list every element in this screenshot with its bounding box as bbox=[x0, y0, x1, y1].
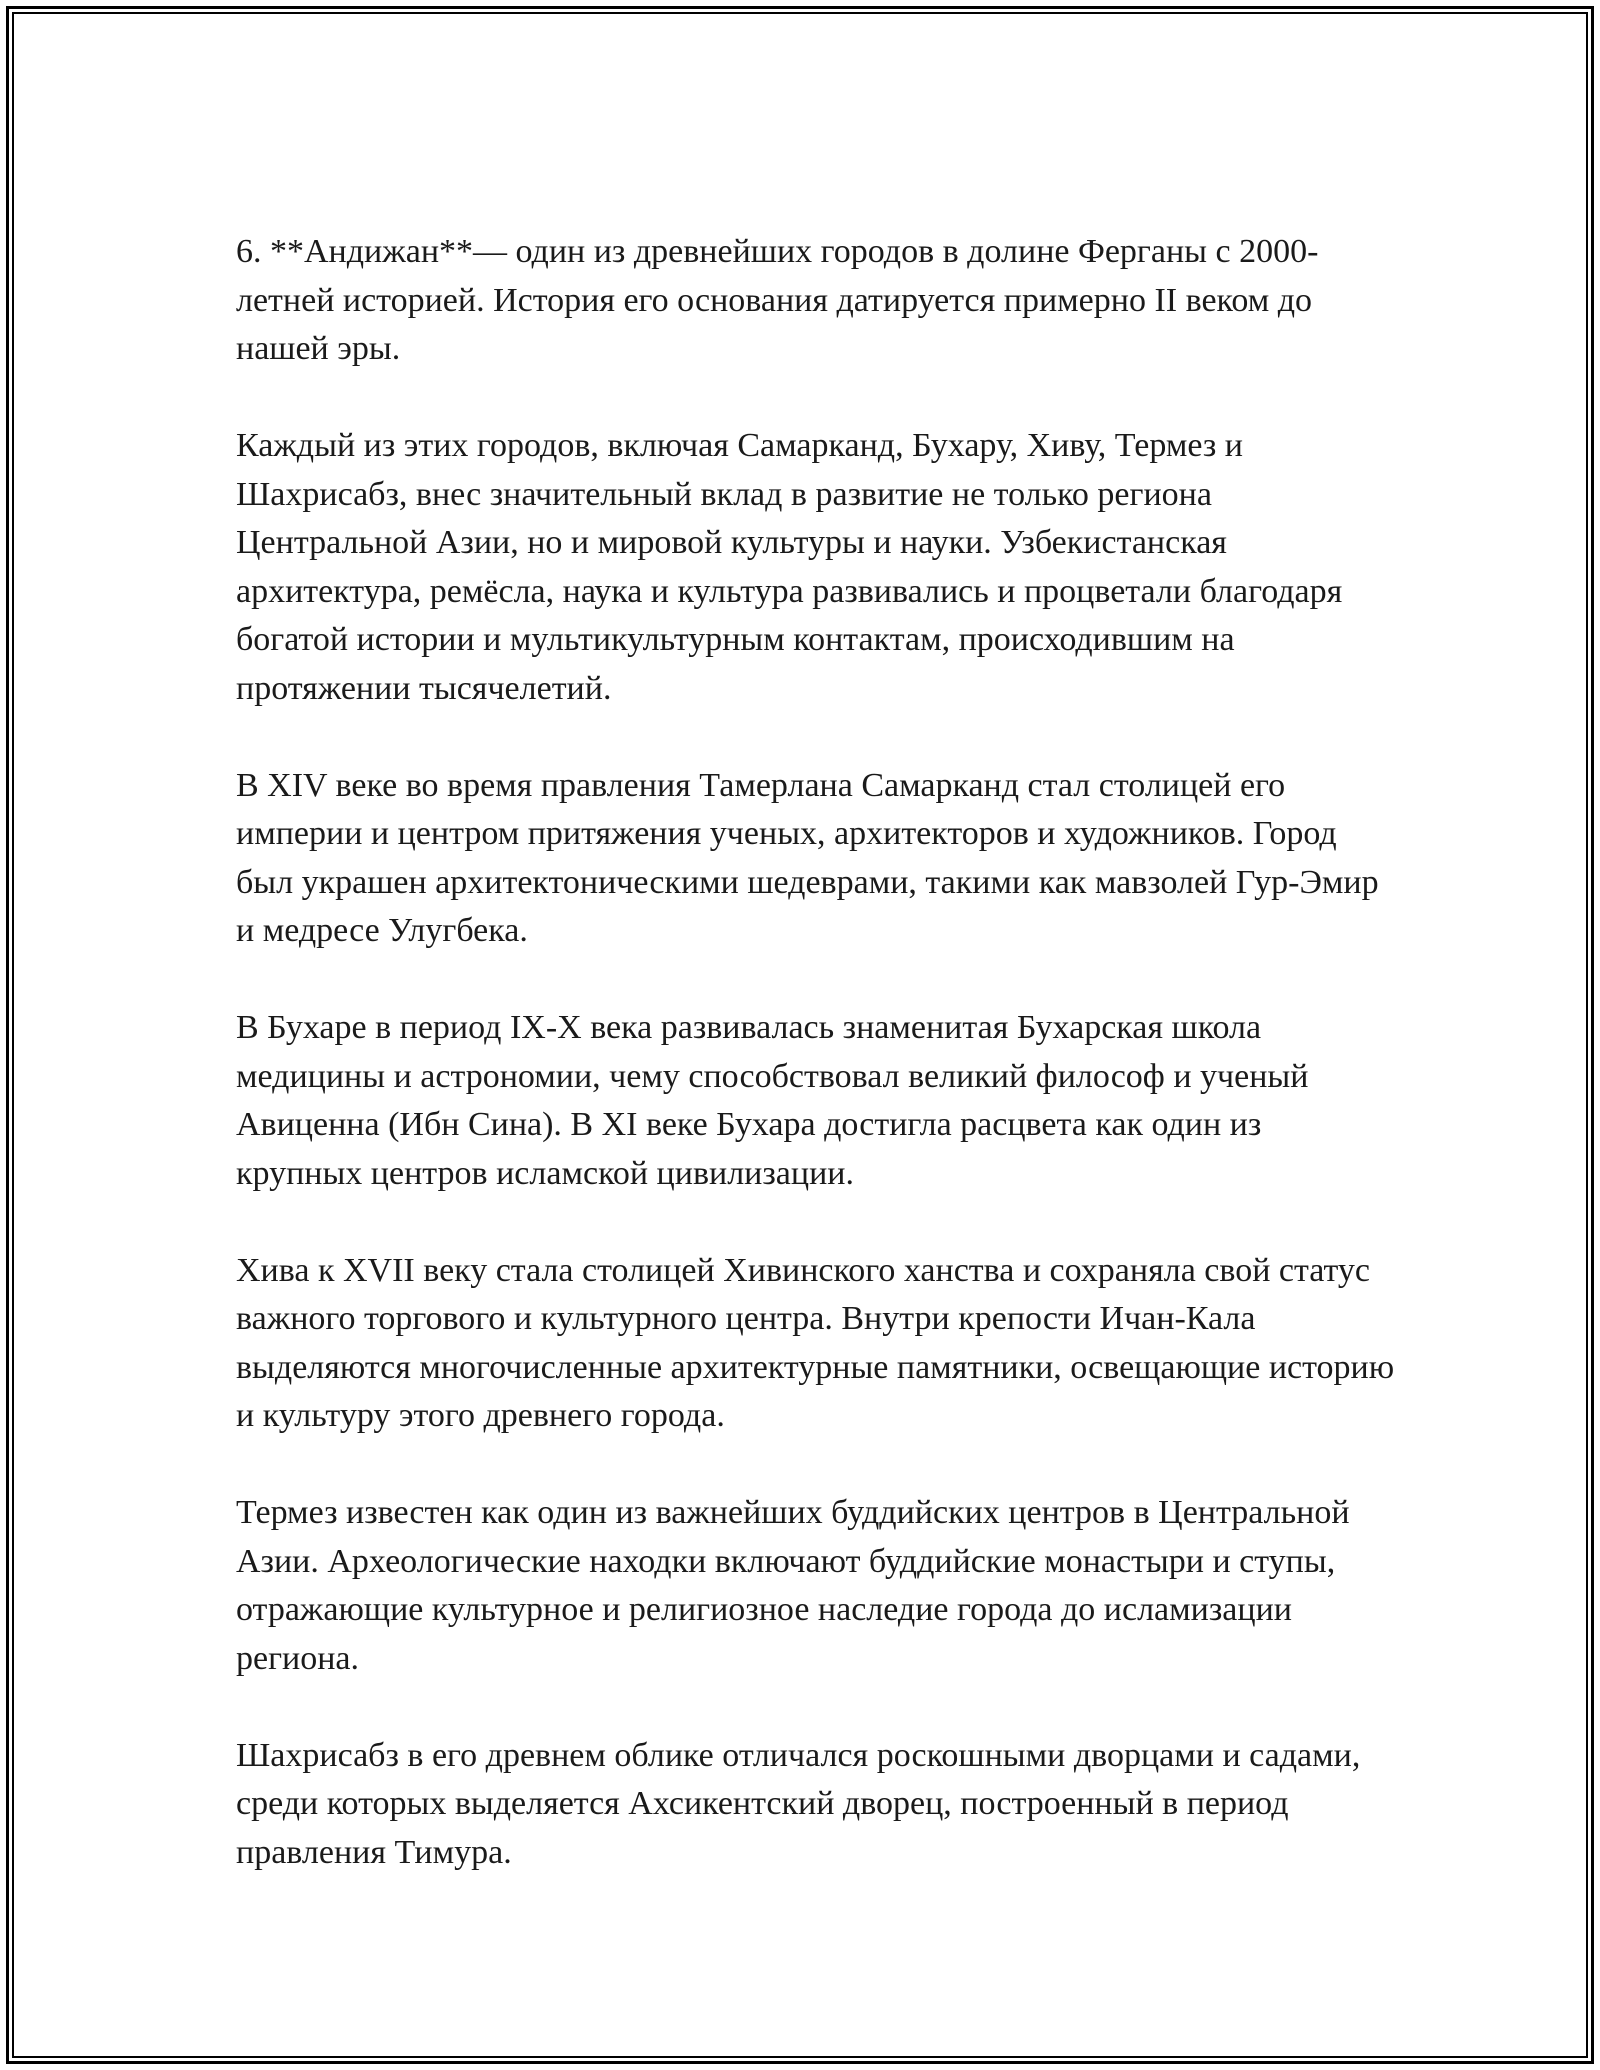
paragraph-khiva: Хива к XVII веку стала столицей Хивинского ханства и сохраняла свой статус важного торгового и культурного центра. Внутри крепости Ичан-Кала выделяются многочисленные архитектурные памятники, освещающие историю и культуру этого древнего города. bbox=[236, 1251, 1395, 1434]
paragraph-cities-overview: Каждый из этих городов, включая Самарканд, Бухару, Хиву, Термез и Шахрисабз, внес значительный вклад в развитие не только региона Центральной Азии, но и мировой культуры и науки. Узбекистанская архитектура, ремёсла, наука и культура развивались и процветали благодаря богатой истории и мультикультурным контактам, происходившим на протяжении тысячелетий. bbox=[236, 427, 1343, 707]
paragraph-samarkand: В XIV веке во время правления Тамерлана Самарканд стал столицей его империи и центром притяжения ученых, архитекторов и художников. Город был украшен архитектоническими шедеврами, такими как мавзолей Гур-Эмир и медресе Улугбека. bbox=[236, 766, 1379, 949]
paragraph-andijan: 6. **Андижан**— один из древнейших городов в долине Ферганы с 2000-летней историей. История его основания датируется примерно II веком до нашей эры. bbox=[236, 233, 1319, 367]
paragraph-termez: Термез известен как один из важнейших буддийских центров в Центральной Азии. Археологические находки включают буддийские монастыри и ступы, отражающие культурное и религиозное наследие города до исламизации региона. bbox=[236, 1494, 1350, 1677]
paragraph-shahrisabz: Шахрисабз в его древнем облике отличался роскошными дворцами и садами, среди которых выделяется Ахсикентский дворец, построенный в период правления Тимура. bbox=[236, 1736, 1361, 1871]
paragraph-bukhara: В Бухаре в период IX-X века развивалась знаменитая Бухарская школа медицины и астрономии, чему способствовал великий философ и ученый Авиценна (Ибн Сина). В XI веке Бухара достигла расцвета как один из крупных центров исламской цивилизации. bbox=[236, 1009, 1309, 1192]
document-body bbox=[236, 228, 1396, 1877]
